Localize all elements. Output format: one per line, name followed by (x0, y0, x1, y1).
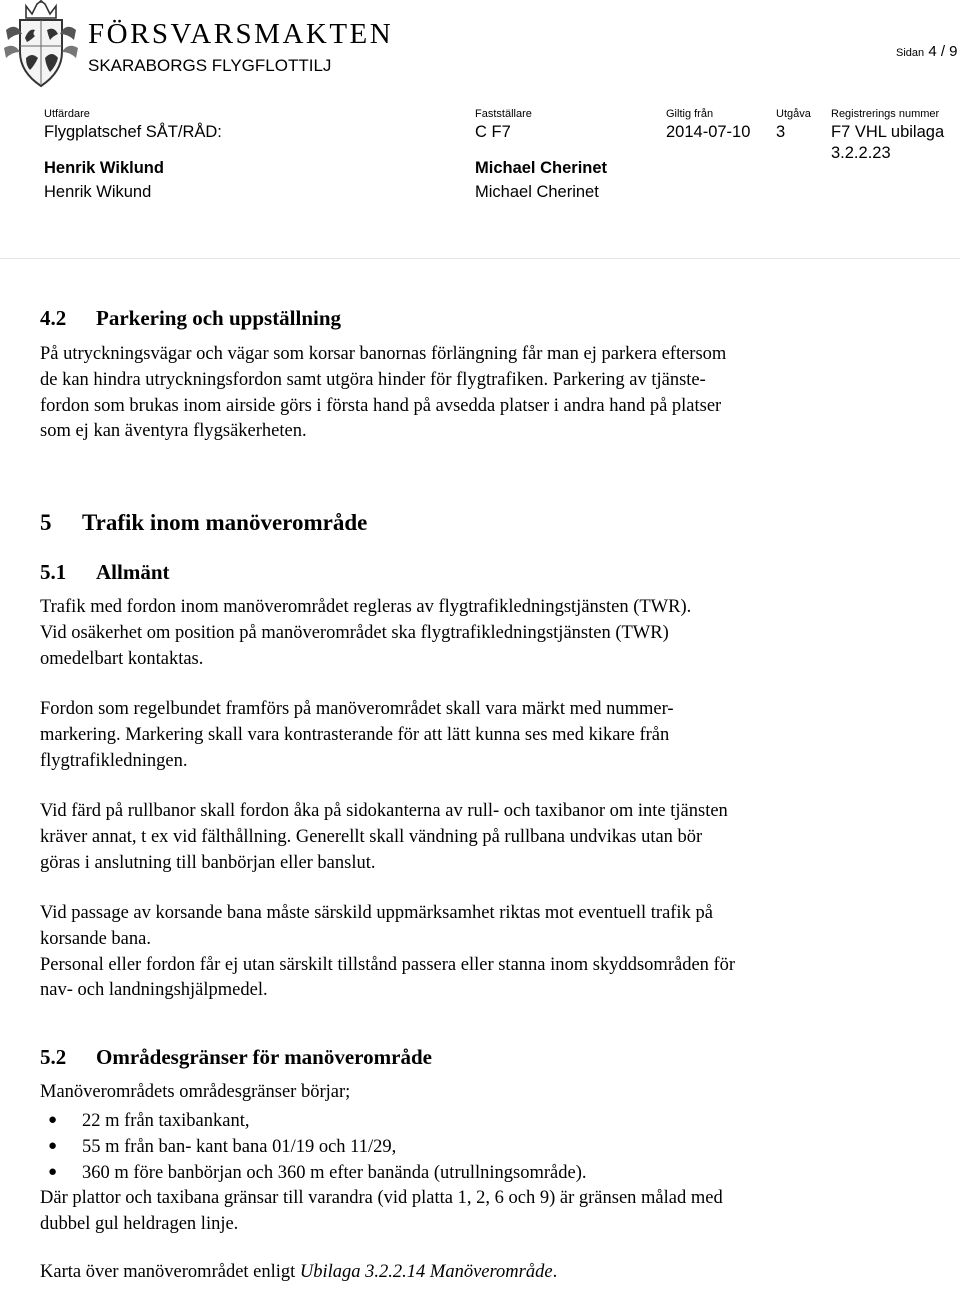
text-line: korsande bana. (40, 928, 151, 949)
faststallare-label: Fastställare (475, 108, 532, 120)
text-line: På utryckningsvägar och vägar som korsar banornas förlängning får man ej parkera eftersom (40, 344, 727, 364)
section-5-2-heading (40, 1045, 432, 1069)
section-5-1-paragraph-1 (40, 595, 691, 672)
text-line: som ej kan äventyra flygsäkerheten. (40, 421, 307, 442)
text-line: de kan hindra utryckningsfordon samt utgöra hinder för flygtrafiken. Parkering av tjänste- (40, 369, 706, 390)
page-current: 4 (928, 43, 937, 60)
map-prefix: Karta över manöverområdet enligt (40, 1262, 300, 1282)
text-line: fordon som brukas inom airside görs i första hand på avsedda platser i andra hand på platser (40, 395, 722, 416)
list-item: 22 m från taxibankant, (82, 1111, 250, 1131)
bullet-icon: ● (48, 1138, 58, 1154)
section-number: 5.1 (40, 560, 67, 584)
faststallare-value: C F7 (475, 123, 511, 141)
text-line: flygtrafikledningen. (40, 750, 188, 771)
text-line: Trafik med fordon inom manöverområdet regleras av flygtrafikledningstjänsten (TWR). (40, 597, 692, 617)
giltig-value: 2014-07-10 (666, 123, 751, 141)
list-item: 55 m från ban- kant bana 01/19 och 11/29, (82, 1137, 397, 1157)
map-suffix: . (552, 1262, 558, 1282)
text-line: dubbel gul heldragen linje. (40, 1213, 239, 1234)
section-4-2-heading (40, 306, 342, 330)
section-title: Trafik inom manöverområde (82, 510, 368, 535)
org-name: FÖRSVARSMAKTEN (88, 18, 394, 50)
section-number: 5 (40, 510, 52, 535)
section-5-1-paragraph-3 (40, 799, 728, 876)
text-line: nav- och landningshjälpmedel. (40, 980, 268, 1001)
utfardare-name-bold: Henrik Wiklund (44, 159, 164, 177)
registrering-value-2: 3.2.2.23 (831, 144, 891, 162)
text-line: Vid osäkerhet om position på manöverområdet ska flygtrafikledningstjänsten (TWR) (40, 622, 669, 643)
section-5-2-paragraph (40, 1186, 723, 1238)
text-line: Vid passage av korsande bana måste särskild uppmärksamhet riktas mot eventuell trafik på (40, 903, 713, 923)
section-title: Områdesgränser för manöverområde (96, 1045, 432, 1069)
page-total: 9 (949, 43, 958, 60)
text-line: Personal eller fordon får ej utan särskilt tillstånd passera eller stanna inom skyddsområden för (40, 954, 736, 975)
section-title: Parkering och uppställning (96, 306, 342, 330)
text-line: omedelbart kontaktas. (40, 648, 204, 669)
section-title: Allmänt (96, 560, 170, 584)
text-line: Vid färd på rullbanor skall fordon åka på sidokanterna av rull- och taxibanor om inte tjänsten (40, 801, 728, 821)
crest-logo-icon (4, 0, 78, 90)
utgava-label: Utgåva (776, 108, 811, 120)
map-reference-line (40, 1260, 557, 1286)
map-reference-link: Ubilaga 3.2.2.14 Manöverområde (299, 1262, 553, 1282)
utfardare-value: Flygplatschef SÅT/RÅD: (44, 123, 222, 141)
list-item: 360 m före banbörjan och 360 m efter banända (utrullningsområde). (82, 1163, 587, 1183)
section-4-2-paragraph (40, 342, 726, 445)
section-number: 5.2 (40, 1045, 67, 1069)
faststallare-name: Michael Cherinet (475, 183, 599, 201)
registrering-value: F7 VHL ubilaga (831, 123, 945, 141)
bullet-icon: ● (48, 1112, 58, 1128)
section-5-1-heading (40, 560, 170, 584)
bullet-icon: ● (48, 1164, 58, 1180)
giltig-label: Giltig från (666, 108, 714, 120)
page-sep: / (940, 43, 945, 60)
registrering-label: Registrerings nummer (831, 108, 940, 120)
text-line: Där plattor och taxibana gränsar till varandra (vid platta 1, 2, 6 och 9) är gränsen målad med (40, 1188, 723, 1208)
section-5-2-intro: Manöverområdets områdesgränser börjar; (40, 1082, 351, 1102)
faststallare-name-bold: Michael Cherinet (475, 159, 608, 177)
header-divider (0, 258, 960, 259)
section-5-1-paragraph-2 (40, 697, 674, 774)
text-line: markering. Markering skall vara kontrasterande för att lätt kunna ses med kikare från (40, 724, 670, 745)
org-unit: SKARABORGS FLYGFLOTTILJ (88, 56, 332, 75)
text-line: kräver annat, t ex vid fälthållning. Generellt skall vändning på rullbana undvikas utan bör (40, 826, 703, 847)
utfardare-label: Utfärdare (44, 108, 90, 120)
section-5-heading (40, 510, 368, 535)
section-5-1-paragraph-4 (40, 901, 735, 1004)
section-number: 4.2 (40, 306, 67, 330)
utgava-value: 3 (776, 123, 786, 141)
page-label: Sidan (896, 47, 925, 59)
text-line: göras i anslutning till banbörjan eller banslut. (40, 852, 376, 873)
utfardare-name: Henrik Wikund (44, 183, 152, 201)
page-number (896, 44, 958, 59)
text-line: Fordon som regelbundet framförs på manöverområdet skall vara märkt med nummer- (40, 699, 674, 719)
